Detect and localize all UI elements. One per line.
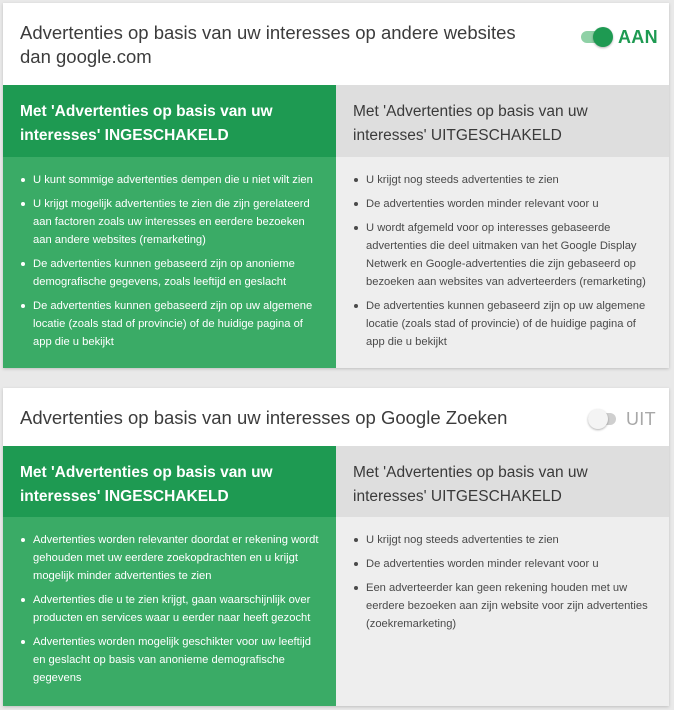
enabled-list-panel [3, 517, 336, 706]
toggle-knob[interactable] [593, 27, 613, 47]
card-header [3, 388, 669, 446]
enabled-heading: Met 'Advertenties op basis van uw interesses' INGESCHAKELD [3, 85, 336, 157]
toggle-state-label: UIT [626, 409, 656, 429]
list-item: Advertenties worden mogelijk geschikter voor uw leeftijd en geslacht op basis van anonieme demografische gegevens [20, 633, 322, 687]
interest-ads-other-websites-card [3, 3, 669, 368]
card-title: Advertenties op basis van uw interesses op Google Zoeken [20, 407, 508, 428]
enabled-list [20, 171, 322, 351]
list-item: U krijgt nog steeds advertenties te zien [353, 531, 655, 549]
disabled-list-panel [336, 517, 669, 706]
disabled-list-panel [336, 157, 669, 368]
list-item: Advertenties die u te zien krijgt, gaan waarschijnlijk over producten en services waar u eerder naar heeft gezocht [20, 591, 322, 627]
card-header [3, 3, 669, 85]
list-item: De advertenties kunnen gebaseerd zijn op anonieme demografische gegevens, zoals leeftijd en geslacht [20, 255, 322, 291]
list-item: U kunt sommige advertenties dempen die u niet wilt zien [20, 171, 322, 189]
enabled-heading: Met 'Advertenties op basis van uw interesses' INGESCHAKELD [3, 446, 336, 517]
list-item: Een adverteerder kan geen rekening houden met uw eerdere bezoeken aan zijn website voor zijn advertenties (zoekremarketing) [353, 579, 655, 633]
list-item: Advertenties worden relevanter doordat er rekening wordt gehouden met uw eerdere zoekopdrachten en u krijgt mogelijk minder advertenties te zien [20, 531, 322, 585]
disabled-heading: Met 'Advertenties op basis van uw interesses' UITGESCHAKELD [336, 85, 669, 157]
enabled-list [20, 531, 322, 687]
list-item: De advertenties worden minder relevant voor u [353, 555, 655, 573]
interest-ads-google-search-card [3, 388, 669, 706]
list-item: U krijgt mogelijk advertenties te zien die zijn gerelateerd aan factoren zoals uw interesses en eerdere bezoeken aan andere websites (remarketing) [20, 195, 322, 249]
list-item: U krijgt nog steeds advertenties te zien [353, 171, 655, 189]
toggle-knob[interactable] [588, 409, 608, 429]
disabled-heading: Met 'Advertenties op basis van uw interesses' UITGESCHAKELD [336, 446, 669, 517]
disabled-list [353, 531, 655, 633]
list-item: U wordt afgemeld voor op interesses gebaseerde advertenties die deel uitmaken van het Google Display Netwerk en Google-advertenties die zijn gebaseerd op bezoeken aan websites van adverteerders (remarketing) [353, 219, 655, 291]
enabled-list-panel [3, 157, 336, 368]
list-item: De advertenties kunnen gebaseerd zijn op uw algemene locatie (zoals stad of provincie) of de huidige pagina of app die u bekijkt [20, 297, 322, 351]
list-item: De advertenties worden minder relevant voor u [353, 195, 655, 213]
card-title: Advertenties op basis van uw interesses op andere websites dan google.com [20, 22, 516, 67]
list-item: De advertenties kunnen gebaseerd zijn op uw algemene locatie (zoals stad of provincie) of de huidige pagina of app die u bekijkt [353, 297, 655, 351]
disabled-list [353, 171, 655, 351]
toggle-state-label: AAN [618, 27, 658, 47]
